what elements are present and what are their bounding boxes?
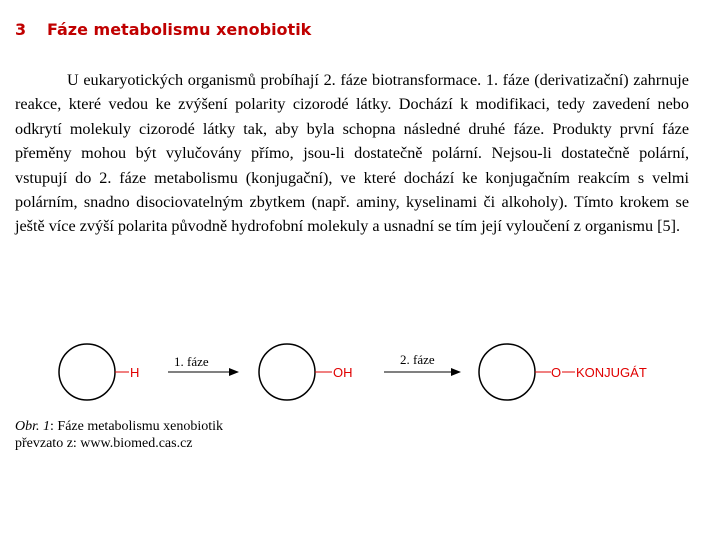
caption-title: : Fáze metabolismu xenobiotik [50,419,224,434]
molecule-ring-3 [479,344,535,400]
molecule-3-group: KONJUGÁT [576,365,647,380]
caption-prefix: Obr. 1 [15,419,51,434]
molecule-ring-1 [59,344,115,400]
metabolism-scheme [0,340,702,410]
arrow-1-label: 1. fáze [174,354,209,369]
molecule-ring-2 [259,344,315,400]
arrow-2-label: 2. fáze [400,352,435,367]
figure-caption [15,418,223,452]
molecule-3-oxygen: O [551,365,562,380]
molecule-1-group: H [130,365,140,380]
molecule-2-group: OH [333,365,353,380]
section-number: 3 [15,20,27,39]
section-title: Fáze metabolismu xenobiotik [47,20,312,39]
section-heading [15,20,311,39]
body-paragraph: U eukaryotických organismů probíhají 2. fáze biotransformace. 1. fáze (derivatizační) zahrnuje reakce, které vedou ke zvýšení polarity cizorodé látky. Dochází k modifikaci, tedy zavedení nebo odkrytí molekuly cizorodé látky tak, aby byla schopna následné druhé fáze. Produkty první fáze přeměny mohou být vylučovány přímo, jsou-li dostatečně polární. Nejsou-li dostatečně polární, vstupují do 2. fáze metabolismu (konjugační), ve které dochází ke konjugačním reakcím s velmi polárním, snadno disociovatelným zbytkem (např. aminy, kyselinami či alkoholy). Tímto krokem se ještě více zvýší polarita původně hydrofobní molekuly a usnadní se tím její vyloučení z organismu [5]. [15,71,689,236]
caption-source: převzato z: www.biomed.cas.cz [15,436,193,451]
